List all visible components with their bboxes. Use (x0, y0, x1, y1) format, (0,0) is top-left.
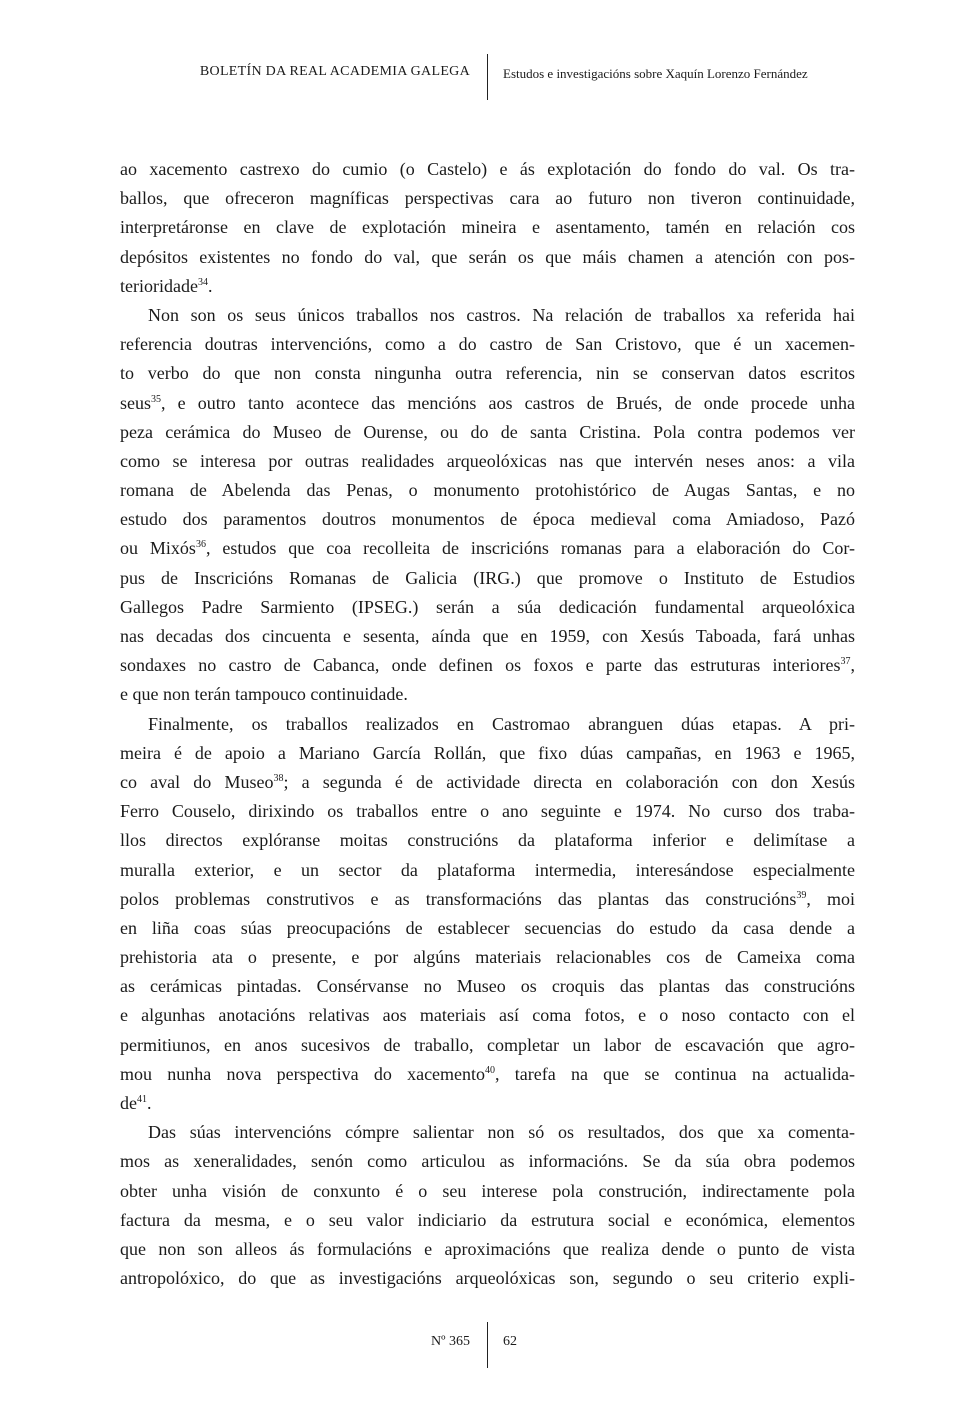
text-line (120, 272, 855, 301)
text-segment: mos as xeneralidades, senón como articulou as informacións. Se da súa obra podemos (120, 1151, 855, 1172)
journal-title: BOLETÍN DA REAL ACADEMIA GALEGA (199, 64, 470, 79)
text-segment: en liña coas súas preocupacións de establecer secuencias do estudo da casa dende a (120, 917, 855, 938)
footnote-ref: 41 (137, 1094, 147, 1105)
text-line (120, 651, 855, 680)
text-segment: Non son os seus únicos traballos nos castros. Na relación de traballos xa referida hai (148, 304, 855, 325)
text-line (120, 1001, 855, 1030)
text-line (120, 359, 855, 388)
text-segment: depósitos existentes no fondo do val, que serán os que máis chamen a atención con pos- (120, 246, 855, 267)
text-line (120, 213, 855, 242)
paragraph (120, 301, 855, 710)
text-segment: . (147, 1093, 152, 1113)
text-segment: e algunhas anotacións relativas aos materiais así coma fotos, e o noso contacto con el (120, 1005, 855, 1026)
text-segment: co aval do Museo (120, 771, 274, 792)
text-line (120, 534, 855, 563)
paragraph (120, 1118, 855, 1293)
text-segment: as cerámicas pintadas. Consérvanse no Museo os croquis das plantas das construcións (120, 976, 855, 997)
text-line (120, 593, 855, 622)
text-segment: ballos, que ofreceron magníficas perspectivas cara ao futuro non tiveron continuidade, (120, 188, 855, 209)
text-line (120, 739, 855, 768)
text-segment: obter unha visión de conxunto é o seu interese pola construción, indirectamente pola (120, 1180, 855, 1201)
text-segment: referencia doutras intervencións, como a do castro de San Cristovo, que é un xacemen- (120, 334, 855, 355)
text-segment: prehistoria ata o presente, e por algúns materiais relacionables cos de Cameixa coma (120, 947, 855, 968)
text-line (120, 768, 855, 797)
text-line (120, 1177, 855, 1206)
text-line (120, 301, 855, 330)
text-segment: meira é de apoio a Mariano García Rollán, que fixo dúas campañas, en 1963 e 1965, (120, 742, 855, 763)
text-line (120, 505, 855, 534)
text-line (120, 1118, 855, 1147)
text-segment: , (850, 655, 855, 676)
footnote-ref: 36 (195, 539, 206, 551)
body-text (120, 155, 855, 1293)
text-segment: como se interesa por outras realidades arqueolóxicas nas que intervén neses anos: a vila (120, 450, 855, 471)
text-segment: to verbo do que non consta ningunha outra referencia, nin se conservan datos escritos (120, 363, 855, 384)
text-line (120, 1147, 855, 1176)
text-line (120, 797, 855, 826)
text-line (120, 1031, 855, 1060)
text-line (120, 1089, 855, 1118)
text-segment: que non son alleos ás formulacións e aproximacións que realiza dende o punto de vista (120, 1238, 855, 1259)
text-line (120, 1206, 855, 1235)
text-line (120, 184, 855, 213)
paragraph (120, 155, 855, 301)
page-number: 62 (503, 1334, 517, 1349)
text-segment: mou nunha nova perspectiva do xacemento (120, 1063, 486, 1084)
text-line (120, 155, 855, 184)
text-segment: , moi (806, 888, 855, 909)
text-segment: llos directos explóranse moitas construcións da plataforma inferior e delimítase a (120, 830, 855, 851)
footnote-ref: 37 (840, 656, 851, 668)
text-segment: seus (120, 392, 151, 413)
text-segment: antropolóxico, do que as investigacións arqueolóxicas son, segundo o seu criterio expli- (120, 1268, 855, 1289)
text-line (120, 564, 855, 593)
text-segment: permitiunos, en anos sucesivos de traballo, completar un labor de escavación que agro- (120, 1034, 855, 1055)
text-line (120, 826, 855, 855)
text-line (120, 710, 855, 739)
text-segment: polos problemas construtivos e as transformacións das plantas das construcións (120, 888, 797, 909)
footnote-ref: 39 (796, 889, 807, 901)
text-segment: pus de Inscricións Romanas de Galicia (IRG.) que promove o Instituto de Estudios (120, 567, 855, 588)
footnote-ref: 34 (197, 276, 208, 288)
text-line (120, 1264, 855, 1293)
text-segment: . (207, 275, 213, 296)
text-segment: terioridade (120, 275, 198, 296)
text-segment: , e outro tanto acontece das mencións aos castros de Brués, de onde procede unha (161, 392, 855, 413)
text-line (120, 856, 855, 885)
text-line (120, 1060, 855, 1089)
text-line (120, 914, 855, 943)
text-line (120, 885, 855, 914)
text-segment: Ferro Couselo, dirixindo os traballos entre o ano seguinte e 1974. No curso dos traba- (120, 801, 855, 822)
footnote-ref: 38 (273, 772, 284, 784)
text-segment: sondaxes no castro de Cabanca, onde definen os foxos e parte das estruturas interiores (120, 655, 841, 676)
text-line (120, 972, 855, 1001)
paragraph (120, 710, 855, 1119)
issue-number: Nº 365 (431, 1334, 470, 1349)
text-line (120, 680, 855, 709)
text-segment: e que non terán tampouco continuidade. (120, 684, 408, 705)
text-segment: ou Mixós (120, 538, 196, 559)
footnote-ref: 35 (151, 393, 161, 405)
text-segment: peza cerámica do Museo de Ourense, ou do de santa Cristina. Pola contra podemos ver (120, 421, 855, 442)
text-segment: nas decadas dos cincuenta e sesenta, aínda que en 1959, con Xesús Taboada, fará unhas (120, 626, 855, 646)
text-line (120, 243, 855, 272)
text-segment: ao xacemento castrexo do cumio (o Castelo) e ás explotación do fondo do val. Os tra- (120, 159, 855, 179)
text-segment: estudo dos paramentos doutros monumentos de época medieval coma Amiadoso, Pazó (120, 509, 855, 530)
text-segment: factura da mesma, e o seu valor indiciario da estrutura social e económica, elementos (120, 1209, 855, 1230)
text-segment: romana de Abelenda das Penas, o monumento protohistórico de Augas Santas, e no (120, 480, 855, 501)
footer-divider (487, 1322, 488, 1368)
text-segment: Das súas intervencións cómpre salientar non só os resultados, dos que xa comenta- (148, 1122, 855, 1143)
text-segment: interpretáronse en clave de explotación mineira e asentamento, tamén en relación cos (120, 217, 855, 238)
text-segment: , estudos que coa recolleita de inscricións romanas para a elaboración do Cor- (205, 538, 855, 559)
text-line (120, 447, 855, 476)
text-line (120, 1235, 855, 1264)
section-title: Estudos e investigacións sobre Xaquín Lorenzo Fernández (503, 66, 808, 81)
text-line (120, 330, 855, 359)
text-line (120, 389, 855, 418)
text-segment: , tarefa na que se continua na actualida- (495, 1063, 855, 1084)
text-segment: Gallegos Padre Sarmiento (IPSEG.) serán a súa dedicación fundamental arqueolóxica (120, 596, 855, 617)
text-line (120, 476, 855, 505)
text-segment: Finalmente, os traballos realizados en Castromao abranguen dúas etapas. A pri- (148, 713, 855, 734)
text-line (120, 418, 855, 447)
text-line (120, 943, 855, 972)
text-segment: ; a segunda é de actividade directa en colaboración con don Xesús (283, 771, 855, 792)
text-segment: muralla exterior, e un sector da plataforma intermedia, interesándose especialmente (120, 859, 855, 880)
text-line (120, 622, 855, 651)
footnote-ref: 40 (485, 1064, 496, 1076)
text-segment: de (120, 1093, 137, 1113)
header-divider (487, 54, 488, 100)
